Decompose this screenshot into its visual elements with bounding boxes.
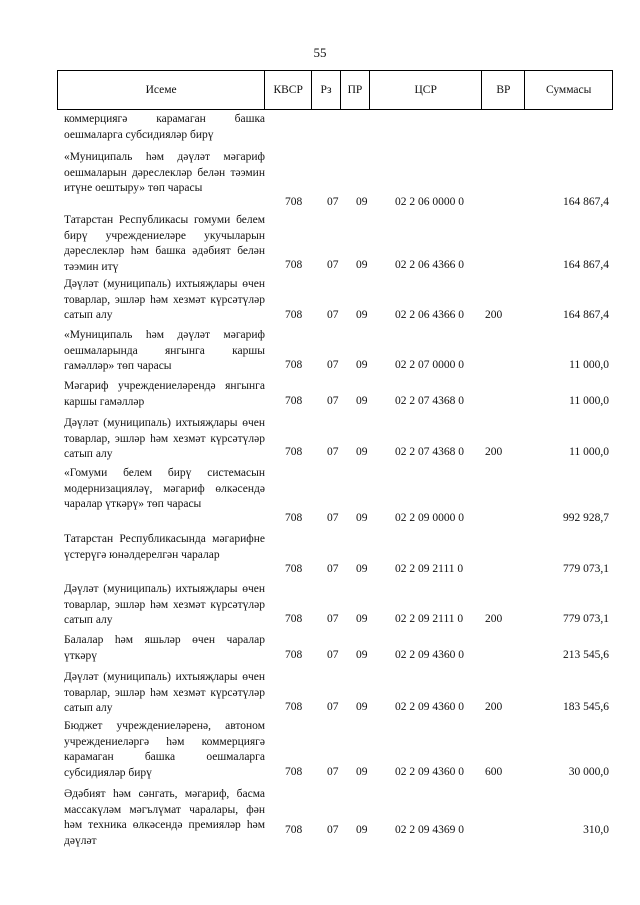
- table-row: [57, 787, 613, 851]
- row-sum: 779 073,1: [563, 613, 609, 625]
- row-pr: 09: [356, 563, 368, 575]
- row-rz: 07: [327, 446, 339, 458]
- row-csr: 02 2 09 0000 0: [395, 512, 464, 524]
- row-name: «Гомуми белем бирү системасын модернизацияләү, мәгариф өлкәсендә чаралар үткәрү» төп чарасы: [64, 467, 265, 511]
- row-kvsr: 708: [285, 766, 303, 778]
- row-csr: 02 2 09 4360 0: [395, 766, 464, 778]
- row-name: «Муниципаль һәм дәүләт мәгариф оешмаларын дәреслекләр белән тәэмин итүне оештыру» төп чарасы: [64, 151, 265, 195]
- row-sum: 11 000,0: [569, 446, 609, 458]
- row-rz: 07: [327, 563, 339, 575]
- row-csr: 02 2 06 4366 0: [395, 259, 464, 271]
- row-rz: 07: [327, 766, 339, 778]
- row-name: Бюджет учреждениеләренә, автоном учреждениеләргә һәм коммерциягә карамаган башка оешмаларга субсидияләр бирү: [64, 720, 265, 779]
- table-row: [57, 532, 613, 580]
- row-name: Дәүләт (муниципаль) ихтыяҗлары өчен товарлар, эшләр һәм хезмәт күрсәтүләр сатып алу: [64, 671, 265, 715]
- row-csr: 02 2 09 4369 0: [395, 824, 464, 836]
- row-sum: 779 073,1: [563, 563, 609, 575]
- row-sum: 992 928,7: [563, 512, 609, 524]
- row-pr: 09: [356, 446, 368, 458]
- page-number: 55: [313, 45, 327, 60]
- row-name: Әдәбият һәм сәнгать, мәгариф, басма массакүләм мәгълүмат чаралары, фән һәм техника өлкәсендә премияләр һәм дәүләт: [64, 788, 265, 847]
- row-kvsr: 708: [285, 446, 303, 458]
- table-row: [57, 670, 613, 718]
- row-pr: 09: [356, 701, 368, 713]
- row-rz: 07: [327, 196, 339, 208]
- row-kvsr: 708: [285, 259, 303, 271]
- row-vr: 200: [485, 701, 503, 713]
- header-vr: ВР: [482, 71, 525, 109]
- row-rz: 07: [327, 259, 339, 271]
- row-vr: 200: [485, 446, 503, 458]
- row-pr: 09: [356, 196, 368, 208]
- row-sum: 164 867,4: [563, 259, 609, 271]
- row-pr: 09: [356, 259, 368, 271]
- row-name: Дәүләт (муниципаль) ихтыяҗлары өчен товарлар, эшләр һәм хезмәт күрсәтүләр сатып алу: [64, 583, 265, 627]
- row-kvsr: 708: [285, 196, 303, 208]
- row-pr: 09: [356, 309, 368, 321]
- row-csr: 02 2 07 0000 0: [395, 359, 464, 371]
- row-sum: 310,0: [583, 824, 609, 836]
- row-kvsr: 708: [285, 512, 303, 524]
- table-row: [57, 719, 613, 783]
- row-sum: 164 867,4: [563, 309, 609, 321]
- table-row: [57, 582, 613, 630]
- table-row: [57, 328, 613, 376]
- row-rz: 07: [327, 512, 339, 524]
- row-pr: 09: [356, 512, 368, 524]
- row-pr: 09: [356, 395, 368, 407]
- row-csr: 02 2 06 4366 0: [395, 309, 464, 321]
- row-name: Татарстан Республикасы гомуми белем бирү учреждениеләре укучыларын дәреслекләр һәм башка әдәбият белән тәэмин итү: [64, 214, 265, 273]
- row-sum: 183 545,6: [563, 701, 609, 713]
- row-name: Дәүләт (муниципаль) ихтыяҗлары өчен товарлар, эшләр һәм хезмәт күрсәтүләр сатып алу: [64, 278, 265, 322]
- row-sum: 30 000,0: [568, 766, 609, 778]
- header-sum: Суммасы: [545, 84, 592, 96]
- row-pr: 09: [356, 613, 368, 625]
- row-rz: 07: [327, 613, 339, 625]
- row-kvsr: 708: [285, 701, 303, 713]
- row-rz: 07: [327, 701, 339, 713]
- table-row: [57, 112, 613, 146]
- row-name: коммерциягә карамаган башка оешмаларга субсидияләр бирү: [64, 113, 265, 141]
- row-rz: 07: [327, 395, 339, 407]
- row-pr: 09: [356, 359, 368, 371]
- row-kvsr: 708: [285, 395, 303, 407]
- row-vr: 600: [485, 766, 503, 778]
- row-kvsr: 708: [285, 309, 303, 321]
- row-kvsr: 708: [285, 613, 303, 625]
- row-pr: 09: [356, 824, 368, 836]
- row-pr: 09: [356, 766, 368, 778]
- table-row: [57, 150, 613, 210]
- row-vr: 200: [485, 309, 503, 321]
- row-rz: 07: [327, 359, 339, 371]
- row-name: Мәгариф учреждениеләрендә янгынга каршы гамәлләр: [64, 380, 265, 408]
- row-kvsr: 708: [285, 824, 303, 836]
- table-row: [57, 277, 613, 325]
- row-csr: 02 2 09 2111 0: [395, 613, 464, 625]
- row-kvsr: 708: [285, 359, 303, 371]
- row-name: «Муниципаль һәм дәүләт мәгариф оешмаларында янгынга каршы гамәлләр» төп чарасы: [64, 329, 265, 373]
- row-csr: 02 2 06 0000 0: [395, 196, 464, 208]
- row-csr: 02 2 07 4368 0: [395, 446, 464, 458]
- table-row: [57, 633, 613, 665]
- row-kvsr: 708: [285, 563, 303, 575]
- table-row: [57, 466, 613, 530]
- header-pr: ПР: [341, 71, 370, 109]
- row-csr: 02 2 09 4360 0: [395, 701, 464, 713]
- header-rz: Рз: [312, 71, 341, 109]
- table-row: [57, 416, 613, 464]
- row-sum: 164 867,4: [563, 196, 609, 208]
- row-name: Татарстан Республикасында мәгарифне үстерүгә юнәлдерелгән чаралар: [64, 533, 265, 561]
- table-header: [57, 70, 613, 110]
- row-csr: 02 2 07 4368 0: [395, 395, 464, 407]
- header-csr: ЦСР: [370, 71, 483, 109]
- row-rz: 07: [327, 309, 339, 321]
- row-sum: 11 000,0: [569, 395, 609, 407]
- row-name: Балалар һәм яшьләр өчен чаралар үткәрү: [64, 634, 265, 662]
- table-row: [57, 213, 613, 273]
- row-rz: 07: [327, 824, 339, 836]
- row-kvsr: 708: [285, 649, 303, 661]
- row-rz: 07: [327, 649, 339, 661]
- table-row: [57, 379, 613, 411]
- row-csr: 02 2 09 2111 0: [395, 563, 464, 575]
- header-kvsr: КВСР: [265, 71, 312, 109]
- row-name: Дәүләт (муниципаль) ихтыяҗлары өчен товарлар, эшләр һәм хезмәт күрсәтүләр сатып алу: [64, 417, 265, 461]
- header-name: Исеме: [58, 71, 265, 109]
- row-vr: 200: [485, 613, 503, 625]
- row-sum: 11 000,0: [569, 359, 609, 371]
- row-pr: 09: [356, 649, 368, 661]
- row-sum: 213 545,6: [563, 649, 609, 661]
- row-csr: 02 2 09 4360 0: [395, 649, 464, 661]
